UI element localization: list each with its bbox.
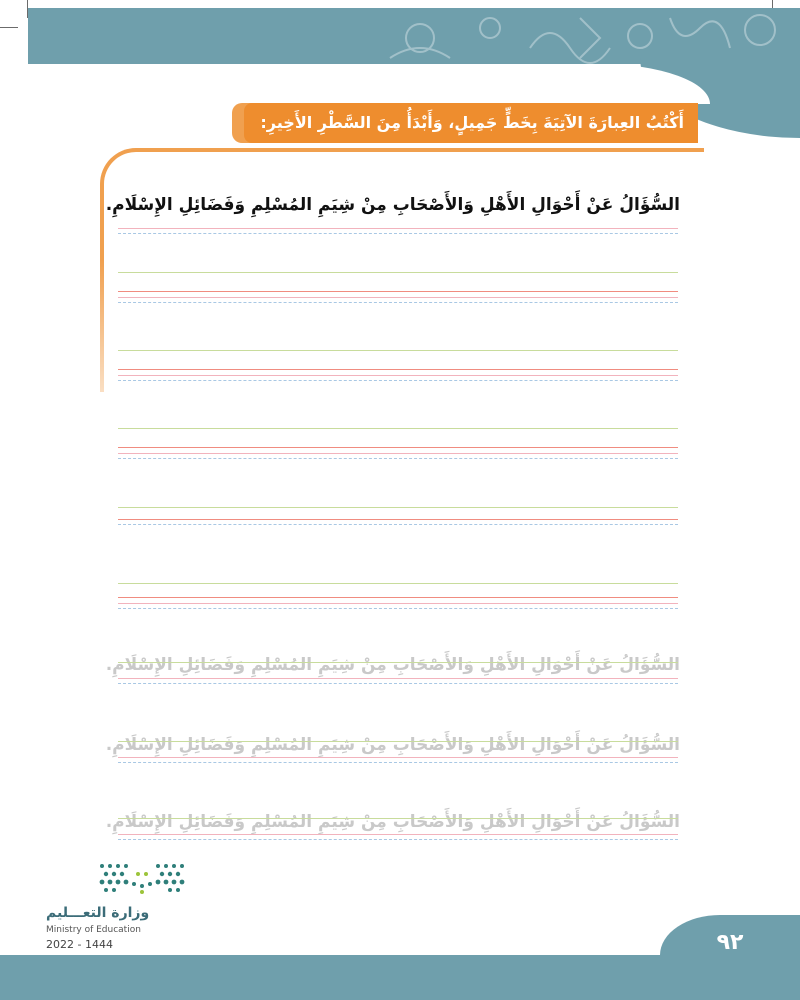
- academic-year: 2022 - 1444: [46, 938, 113, 951]
- guide-line: [118, 369, 678, 370]
- guide-line: [118, 297, 678, 298]
- guide-line: [118, 834, 678, 835]
- guide-line: [118, 662, 678, 663]
- practice-line-3: السُّؤَالُ عَنْ أَحْوَالِ الأَهْلِ وَالأَصْحَابِ مِنْ شِيَمِ المُسْلِمِ وَفَضَائِلِ الإِسْلَامِ.: [105, 812, 680, 832]
- guide-line: [118, 375, 678, 376]
- instruction-text: أَكْتُبُ العِبارَةَ الآتِيَةَ بِخَطٍّ جَمِيلٍ، وَأَبْدَأُ مِنَ السَّطْرِ الأَخِيرِ:: [260, 113, 684, 132]
- guide-line: [118, 603, 678, 604]
- guide-line: [118, 839, 678, 840]
- ministry-name-english: Ministry of Education: [46, 925, 141, 935]
- ministry-logo-icon: [96, 860, 188, 896]
- guide-line: [118, 228, 678, 229]
- guide-line: [118, 597, 678, 598]
- page-number: ٩٢: [716, 930, 744, 955]
- guide-line: [118, 818, 678, 819]
- guide-line: [118, 678, 678, 679]
- guide-line: [118, 519, 678, 520]
- guide-line: [118, 453, 678, 454]
- crop-mark-tl-h: [0, 27, 18, 28]
- guide-line: [118, 272, 678, 273]
- guide-line: [118, 302, 678, 303]
- guide-line: [118, 233, 678, 234]
- guide-line: [118, 428, 678, 429]
- guide-line: [118, 683, 678, 684]
- guide-line: [118, 380, 678, 381]
- guide-line: [118, 762, 678, 763]
- writing-box-fade: [96, 260, 110, 460]
- guide-line: [118, 583, 678, 584]
- writing-box-frame: [100, 148, 704, 392]
- guide-line: [118, 447, 678, 448]
- guide-line: [118, 507, 678, 508]
- guide-line: [118, 291, 678, 292]
- guide-line: [118, 458, 678, 459]
- practice-line-1: السُّؤَالُ عَنْ أَحْوَالِ الأَهْلِ وَالأَصْحَابِ مِنْ شِيَمِ المُسْلِمِ وَفَضَائِلِ الإِسْلَامِ.: [105, 655, 680, 675]
- guide-line: [118, 350, 678, 351]
- practice-line-2: السُّؤَالُ عَنْ أَحْوَالِ الأَهْلِ وَالأَصْحَابِ مِنْ شِيَمِ المُسْلِمِ وَفَضَائِلِ الإِسْلَامِ.: [105, 735, 680, 755]
- guide-line: [118, 741, 678, 742]
- guide-line: [118, 524, 678, 525]
- guide-line: [118, 608, 678, 609]
- model-sentence: السُّؤَالُ عَنْ أَحْوَالِ الأَهْلِ وَالأَصْحَابِ مِنْ شِيَمِ المُسْلِمِ وَفَضَائِلِ الإِسْلَامِ.: [105, 195, 680, 215]
- ministry-name-arabic: وزارة التعـــليم: [46, 905, 150, 921]
- guide-line: [118, 757, 678, 758]
- header-calligraphy-pattern: [380, 8, 800, 64]
